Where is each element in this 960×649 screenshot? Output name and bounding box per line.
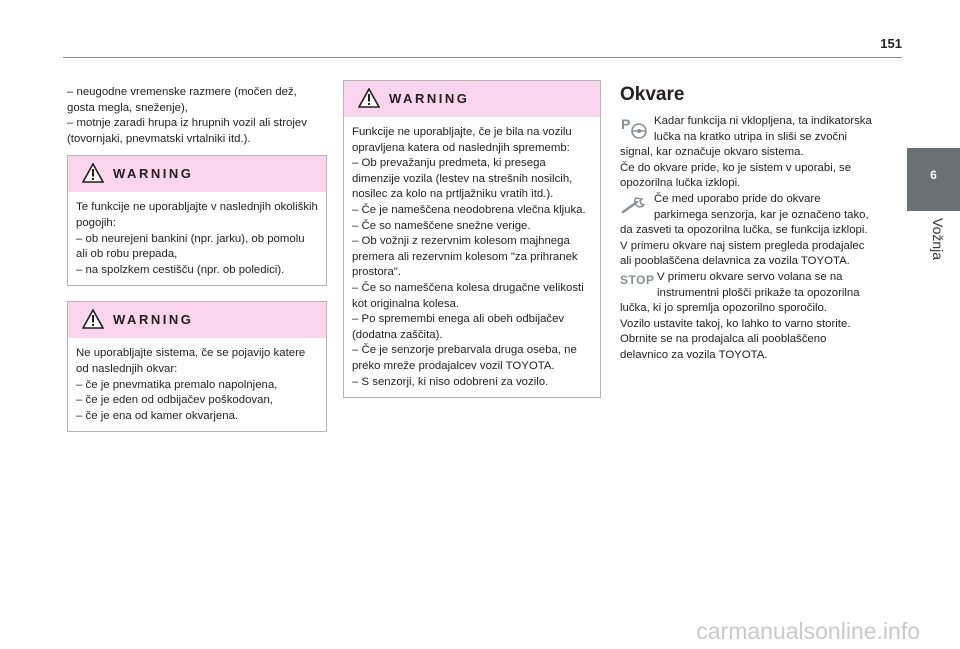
- warning-box: [67, 301, 327, 432]
- svg-text:P: P: [621, 116, 631, 132]
- warning-triangle-icon: [82, 309, 104, 329]
- column-3: [620, 80, 875, 364]
- column-2: [343, 80, 601, 398]
- warning-body: [68, 338, 326, 431]
- chapter-tab[interactable]: [907, 148, 960, 211]
- warning-body: [68, 192, 326, 285]
- warning-line: – ob neurejeni bankini (npr. jarku), ob pomolu ali ob robu prepada,: [76, 232, 305, 261]
- warning-header: [68, 302, 326, 338]
- warning-line: – Če so nameščene snežne verige.: [352, 219, 531, 232]
- section-heading: Okvare: [620, 84, 685, 105]
- warning-line: – Če je nameščena neodobrena vlečna kljuka.: [352, 203, 586, 216]
- warning-line: – Po spremembi enega ali obeh odbijačev (dodatna zaščita).: [352, 313, 565, 341]
- intro-line: – motnje zaradi hrupa iz hrupnih vozil ali strojev (tovornjaki, pnevmatski vrtalniki itd.).: [67, 117, 307, 145]
- warning-line: – Če je senzorje prebarvala druga oseba, ne preko mreže prodajalcev vozil TOYOTA.: [352, 344, 577, 372]
- warning-box: [343, 80, 601, 398]
- warning-line: – Če so nameščena kolesa drugačne velikosti kot originalna kolesa.: [352, 281, 584, 310]
- stop-icon: STOP: [620, 272, 655, 287]
- warning-box: [67, 155, 327, 286]
- header-rule: [63, 57, 902, 58]
- chapter-label: Vožnja: [930, 218, 946, 261]
- warning-body: [344, 117, 600, 397]
- page-number: 151: [880, 36, 902, 51]
- warning-line: Funkcije ne uporabljajte, če je bila na vozilu opravljena katera od naslednjih sprememb:: [352, 126, 572, 154]
- text-paragraph: Obrnite se na prodajalca ali pooblaščeno delavnico za vozila TOYOTA.: [620, 333, 827, 361]
- warning-line: – če je pnevmatika premalo napolnjena,: [76, 378, 278, 391]
- warning-title: WARNING: [113, 166, 194, 182]
- warning-title: WARNING: [389, 91, 470, 106]
- warning-title: WARNING: [113, 312, 194, 328]
- text-paragraph: V primeru okvare servo volana se na instrumentni plošči prikaže ta opozorilna lučka, ki jo spremlja opozorilno sporočilo.: [620, 270, 860, 315]
- text-paragraph: Če med uporabo pride do okvare parkirnega senzorja, kar je označeno tako, da zasveti ta opozorilna lučka, se funkcija izklopi.: [620, 192, 869, 237]
- warning-line: – Ob vožnji z rezervnim kolesom majhnega premera ali rezervnim kolesom "za prihranek prostora".: [352, 235, 578, 279]
- warning-triangle-icon: [358, 88, 380, 108]
- column-1: [67, 85, 327, 432]
- watermark: carmanualsonline.info: [696, 618, 920, 644]
- warning-line: – na spolzkem cestišču (npr. ob poledici).: [76, 263, 285, 276]
- warning-line: – če je eden od odbijačev poškodovan,: [76, 394, 273, 407]
- text-paragraph: Če do okvare pride, ko je sistem v uporabi, se opozorilna lučka izklopi.: [620, 161, 852, 190]
- warning-line: Ne uporabljajte sistema, če se pojavijo katere od naslednjih okvar:: [76, 347, 306, 375]
- warning-line: – S senzorji, ki niso odobreni za vozilo.: [352, 375, 549, 388]
- warning-line: Te funkcije ne uporabljajte v naslednjih okoliških pogojih:: [76, 201, 318, 229]
- text-paragraph: V primeru okvare naj sistem pregleda prodajalec ali pooblaščena delavnica za vozila TOYOTA.: [620, 239, 865, 268]
- warning-header: [344, 81, 600, 117]
- warning-triangle-icon: [82, 163, 104, 183]
- warning-line: – če je ena od kamer okvarjena.: [76, 409, 239, 422]
- chapter-number: 6: [930, 168, 937, 182]
- intro-line: – neugodne vremenske razmere (močen dež, gosta megla, sneženje),: [67, 86, 297, 114]
- wrench-icon: [620, 194, 650, 218]
- text-paragraph: Vozilo ustavite takoj, ko lahko to varno storite.: [620, 317, 851, 330]
- text-paragraph: Kadar funkcija ni vklopljena, ta indikatorska lučka na kratko utripa in sliši se zvočni signal, kar označuje okvaro sistema.: [620, 115, 872, 159]
- warning-line: – Ob prevažanju predmeta, ki presega dimenzije vozila (lestev na strešnih nosilcih, nosilec za kolo na prtljažniku vratih itd.).: [352, 157, 573, 201]
- warning-header: [68, 156, 326, 192]
- park-steering-icon: [620, 116, 650, 140]
